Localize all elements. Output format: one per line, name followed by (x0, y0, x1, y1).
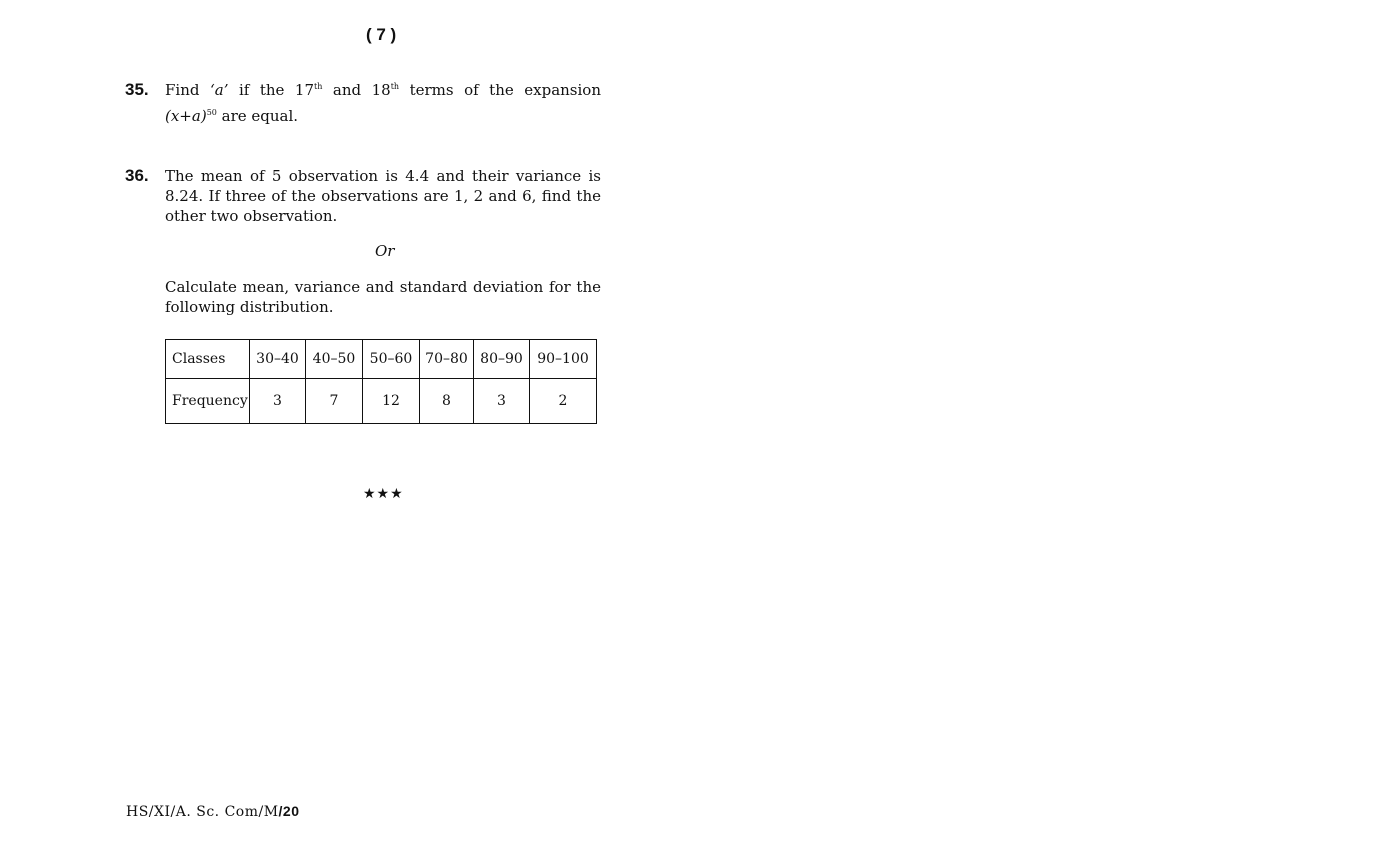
or-separator: Or (375, 242, 395, 260)
text: and 18 (332, 81, 391, 99)
text: Find (165, 81, 200, 99)
table-cell: 2 (530, 379, 597, 424)
table-cell: 3 (474, 379, 530, 424)
exponent: 50 (206, 108, 217, 117)
question-36 (125, 166, 601, 226)
table-cell: 40–50 (306, 340, 363, 379)
text: terms of the expansion (409, 81, 601, 99)
paper-code: HS/XI/A. Sc. Com/M (126, 804, 279, 820)
table-cell: 90–100 (530, 340, 597, 379)
table-cell: 70–80 (420, 340, 474, 379)
table-cell: 12 (363, 379, 420, 424)
variable: ‘a’ (209, 81, 229, 99)
text: if the 17 (238, 81, 314, 99)
end-mark: ★★★ (363, 486, 404, 502)
table-cell: 30–40 (250, 340, 306, 379)
row-label: Frequency (166, 379, 250, 424)
question-number: 36. (125, 166, 149, 185)
table-cell: 7 (306, 379, 363, 424)
superscript: th (390, 82, 400, 91)
text: are equal. (221, 107, 299, 125)
row-label: Classes (166, 340, 250, 379)
table-cell: 80–90 (474, 340, 530, 379)
frequency-table (165, 339, 597, 424)
expression: (x+a) (165, 107, 207, 125)
superscript: th (314, 82, 323, 91)
paper-number: /20 (278, 803, 300, 819)
alternative-text: Calculate mean, variance and standard deviation for the following distribution. (165, 278, 601, 316)
table-row (166, 340, 597, 379)
table-cell: 50–60 (363, 340, 420, 379)
question-36-alternative (125, 277, 601, 317)
question-text: The mean of 5 observation is 4.4 and their variance is 8.24. If three of the observations are 1, 2 and 6, find the other two observation. (165, 167, 601, 225)
question-number: 35. (125, 80, 149, 99)
table-cell: 8 (420, 379, 474, 424)
table-cell: 3 (250, 379, 306, 424)
footer (126, 803, 300, 820)
question-35 (125, 80, 601, 126)
page-number: ( 7 ) (366, 25, 397, 44)
table-row (166, 379, 597, 424)
